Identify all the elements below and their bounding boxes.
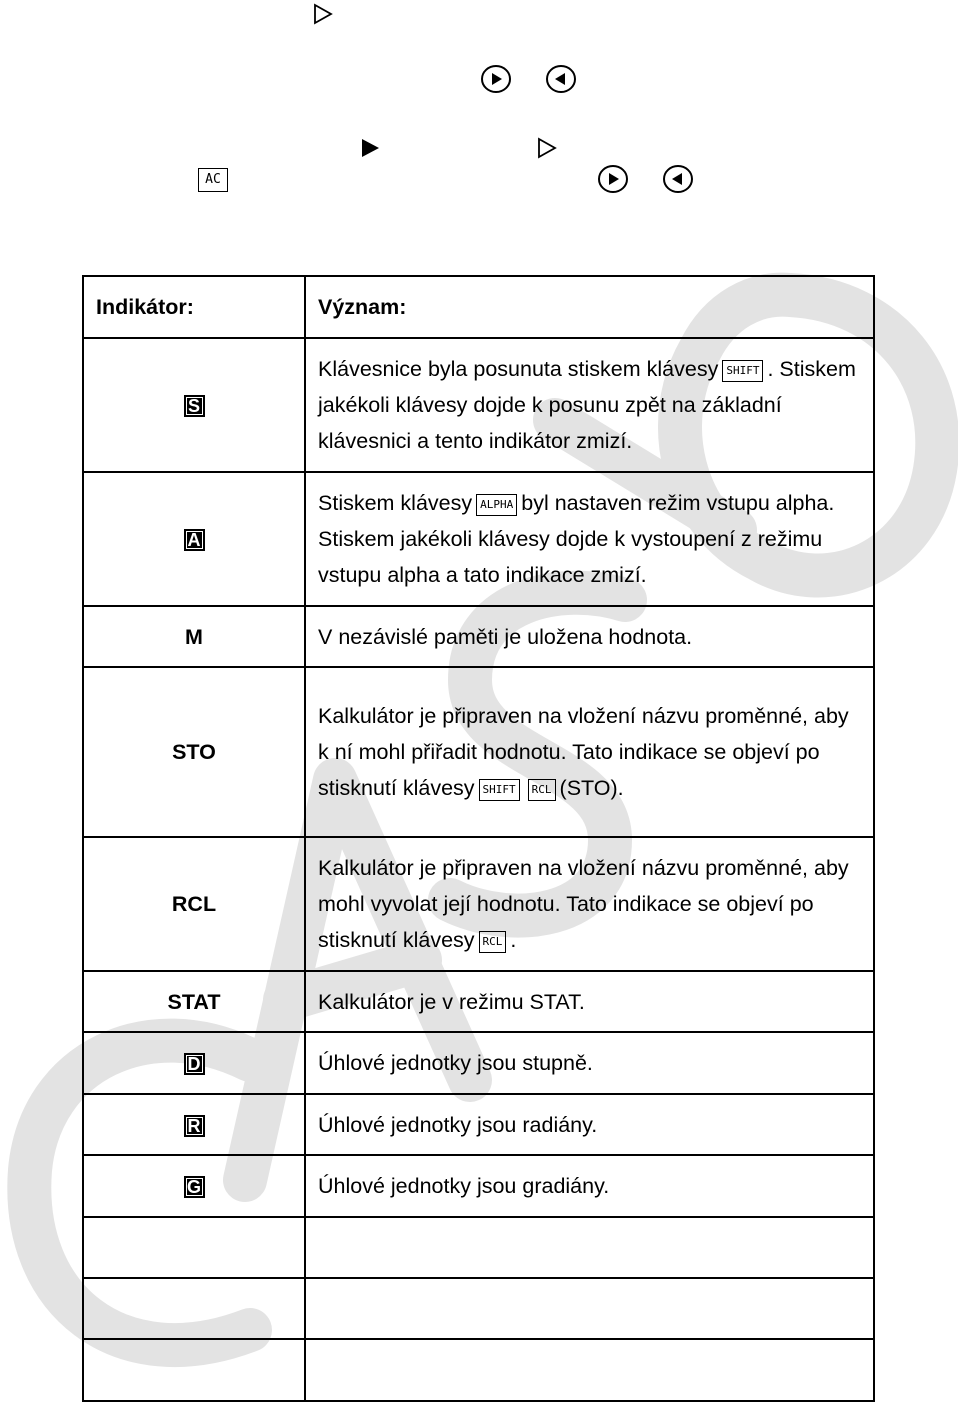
outline-right-triangle-icon [537,137,557,159]
meaning-text-after: . Stiskem jakékoli klávesy dojde k posunu zpět na základní klávesnici a tento indikátor zmizí. [318,357,856,453]
meaning-cell [305,338,874,472]
meaning-text: Kalkulátor je v režimu STAT. [318,989,585,1014]
meaning-cell [305,606,874,667]
circle-left-arrow-icon [545,64,577,94]
meaning-cell [305,971,874,1032]
meaning-text: Úhlové jednotky jsou gradiány. [318,1174,610,1198]
table-row [83,338,874,472]
indicator-badge: G [184,1176,205,1198]
indicator-badge: S [184,395,205,417]
meaning-text-after: (STO). [559,776,624,800]
indicator-label: M [185,624,203,649]
rcl-key-icon: RCL [528,779,556,801]
table-row [83,1278,874,1339]
indicator-cell [83,606,305,667]
outline-right-triangle-icon [313,3,333,25]
meaning-text: Klávesnice byla posunuta stiskem klávesy [318,357,719,381]
indicator-cell [83,1339,305,1401]
indicator-badge: A [184,529,205,551]
indicator-badge: R [184,1115,205,1137]
meaning-text: Úhlové jednotky jsou radiány. [318,1112,598,1137]
indicator-cell [83,472,305,606]
table-row [83,971,874,1032]
indicator-table [82,275,875,1402]
alpha-key-icon: ALPHA [476,494,517,516]
meaning-cell [305,1032,874,1094]
table-row [83,1032,874,1094]
meaning-cell [305,667,874,837]
indicator-cell [83,338,305,472]
indicator-label: STAT [167,989,221,1014]
indicator-cell [83,837,305,971]
meaning-cell [305,1094,874,1155]
indicator-cell [83,1217,305,1278]
meaning-cell [305,1339,874,1401]
table-row [83,1155,874,1217]
meaning-text: V nezávislé paměti je uložena hodnota. [318,624,693,649]
meaning-cell [305,1278,874,1339]
header-meaning: Význam: [305,276,874,338]
indicator-cell [83,667,305,837]
indicator-cell [83,1155,305,1217]
meaning-text: Kalkulátor je připraven na vložení názvu proměnné, aby k ní mohl přiřadit hodnotu. Tato indikace se objeví po stisknutí klávesy [318,704,849,800]
rcl-key-icon: RCL [479,931,507,953]
indicator-cell [83,1094,305,1155]
ac-key-icon: AC [198,168,228,192]
meaning-text-after: byl nastaven režim vstupu alpha. Stiskem jakékoli klávesy dojde k vystoupení z režimu vstupu alpha a tato indikace zmizí. [318,491,835,587]
indicator-badge: D [184,1053,205,1075]
meaning-text: Kalkulátor je připraven na vložení názvu proměnné, aby mohl vyvolat její hodnotu. Tato indikace se objeví po stisknutí klávesy [318,856,849,952]
meaning-text-after: . [510,928,517,952]
filled-right-triangle-icon [360,137,382,159]
indicator-label: STO [172,740,216,764]
indicator-cell [83,1278,305,1339]
indicator-label: RCL [171,892,217,916]
indicator-cell [83,971,305,1032]
indicator-cell [83,1032,305,1094]
meaning-cell [305,472,874,606]
meaning-cell [305,837,874,971]
circle-right-arrow-icon [597,164,629,194]
table-row [83,606,874,667]
meaning-text: Úhlové jednotky jsou stupně. [318,1051,593,1075]
table-row [83,1094,874,1155]
table-row [83,1217,874,1278]
meaning-text: Stiskem klávesy [318,491,473,515]
table-row [83,837,874,971]
table-row [83,1339,874,1401]
table-row [83,667,874,837]
circle-right-arrow-icon [480,64,512,94]
table-header-row [83,276,874,338]
shift-key-icon: SHIFT [722,360,763,382]
table-row [83,472,874,606]
meaning-cell [305,1217,874,1278]
meaning-cell [305,1155,874,1217]
circle-left-arrow-icon [662,164,694,194]
header-indicator: Indikátor: [83,276,305,338]
shift-key-icon: SHIFT [479,779,520,801]
